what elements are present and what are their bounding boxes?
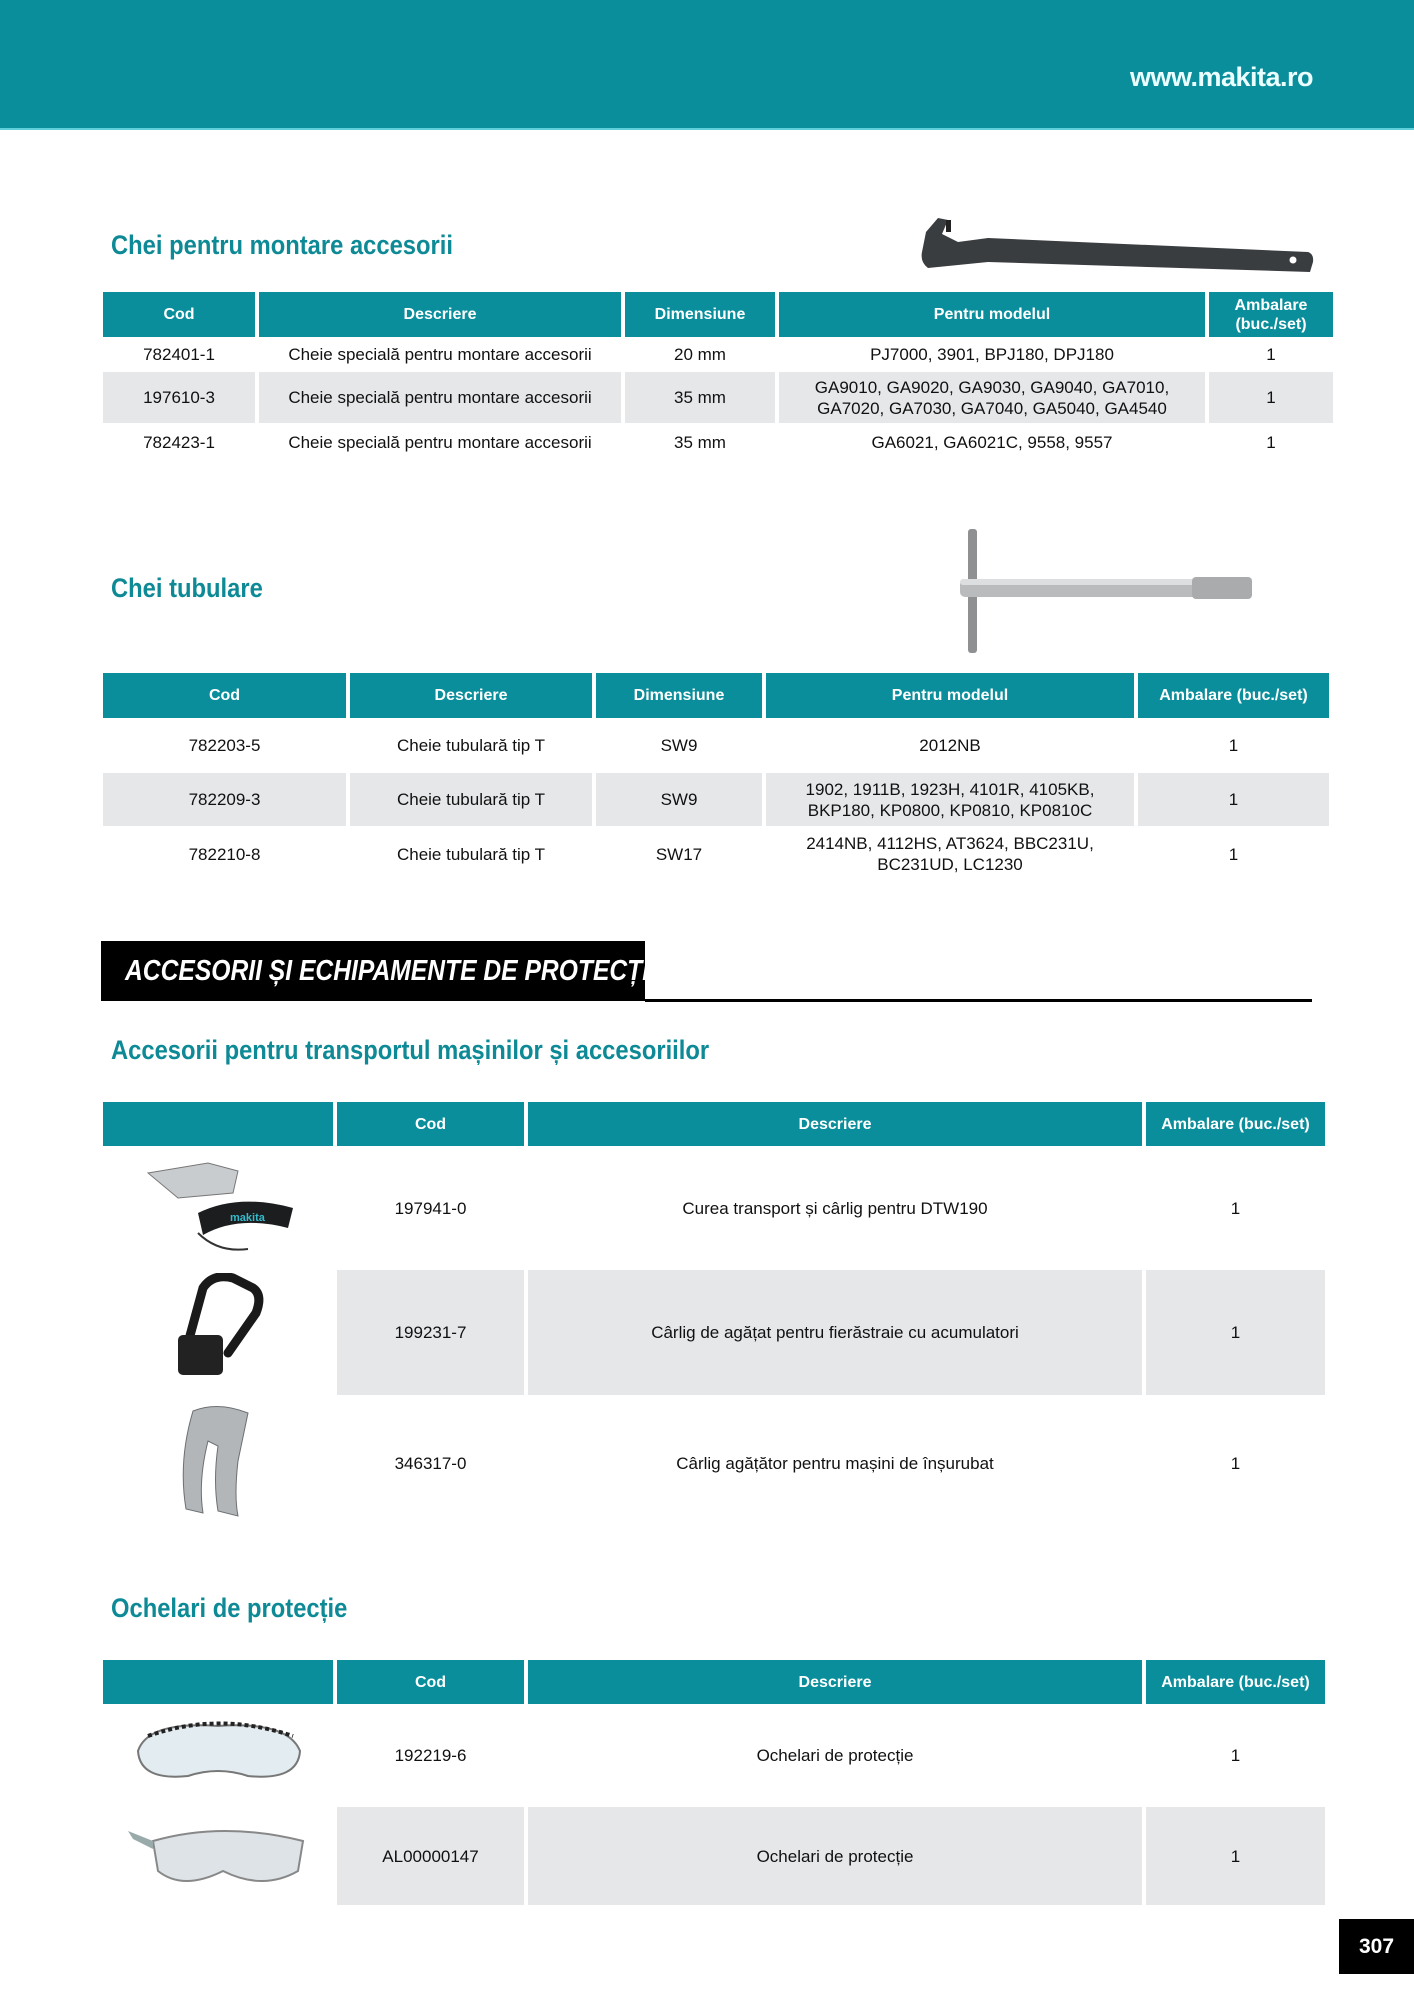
svg-text:makita: makita: [230, 1212, 265, 1224]
section-title-transport-accessories: Accesorii pentru transportul mașinilor și accesoriilor: [111, 1035, 710, 1065]
table-cell: AL00000147: [337, 1807, 524, 1905]
table-cell: 782209-3: [103, 773, 346, 826]
table-cell: Curea transport și cârlig pentru DTW190: [682, 1198, 988, 1218]
table-header-row: [103, 673, 1329, 718]
column-header: Ambalare (buc./set): [1138, 673, 1329, 718]
table-row: [103, 423, 1333, 462]
table-cell: 1: [1266, 433, 1276, 452]
table-cell: 1: [1209, 372, 1333, 423]
table-cell: Ochelari de protecție: [528, 1807, 1142, 1905]
column-header: Cod: [103, 292, 255, 337]
table-cell: Cheie tubulară tip T: [396, 736, 546, 755]
table-cell: 35 mm: [674, 433, 726, 452]
t-socket-wrench-image: [956, 527, 1256, 655]
transport-accessories-table: [99, 1102, 1329, 1531]
table-cell: 1: [1146, 1807, 1325, 1905]
table-cell: Cheie specială pentru montare accesorii: [288, 345, 592, 364]
table-cell: SW9: [596, 773, 762, 826]
column-header: Pentru modelul: [779, 292, 1205, 337]
column-header: Dimensiune: [625, 292, 775, 337]
strap-hook-image: [103, 1146, 333, 1270]
table-row: [103, 1704, 1325, 1807]
table-cell: 782401-1: [143, 345, 215, 364]
table-cell: GA6021, GA6021C, 9558, 9557: [871, 433, 1113, 452]
website-url[interactable]: www.makita.ro: [1129, 62, 1313, 92]
table-cell: 2012NB: [919, 736, 981, 755]
table-cell: Ochelari de protecție: [756, 1746, 914, 1765]
table-row: [103, 1146, 1325, 1270]
mounting-keys-table: [99, 292, 1337, 462]
table-row: [103, 372, 1333, 423]
safety-goggles-image: [103, 1704, 333, 1807]
column-header: Pentru modelul: [766, 673, 1134, 718]
table-cell: 1902, 1911B, 1923H, 4101R, 4105KB, BKP180, KP0800, KP0810, KP0810C: [766, 773, 1134, 826]
socket-wrenches-table: [99, 673, 1333, 882]
table-cell: Cheie tubulară tip T: [350, 773, 592, 826]
table-cell: Cheie specială pentru montare accesorii: [288, 433, 592, 452]
table-cell: GA9010, GA9020, GA9030, GA9040, GA7010, GA7020, GA7030, GA7040, GA5040, GA4540: [779, 372, 1205, 423]
table-cell: 197941-0: [394, 1198, 467, 1218]
saw-hook-image: [103, 1270, 333, 1395]
table-cell: 1: [1230, 1453, 1241, 1473]
table-row: [103, 337, 1333, 372]
table-header-row: [103, 1660, 1325, 1704]
table-cell: 1: [1266, 345, 1276, 364]
table-cell: 2414NB, 4112HS, AT3624, BBC231U, BC231UD, LC1230: [806, 834, 1094, 874]
table-row: [103, 718, 1329, 773]
table-cell: 1: [1228, 736, 1239, 755]
table-cell: 782423-1: [143, 433, 215, 452]
column-header: Ambalare (buc./set): [1209, 292, 1333, 337]
table-row: [103, 773, 1329, 826]
column-header: [103, 1660, 333, 1704]
page-number: 307: [1339, 1919, 1414, 1974]
column-header: Dimensiune: [596, 673, 762, 718]
table-row: [103, 1270, 1325, 1395]
column-header: Cod: [337, 1660, 524, 1704]
table-row: [103, 1807, 1325, 1905]
belt-clip-image: [103, 1395, 333, 1531]
table-cell: 1: [1138, 773, 1329, 826]
table-cell: 1: [1230, 1198, 1241, 1218]
table-row: [103, 826, 1329, 882]
column-header: [103, 1102, 333, 1146]
safety-glasses-image: [103, 1807, 333, 1905]
table-cell: 35 mm: [625, 372, 775, 423]
table-cell: 782210-8: [188, 844, 261, 864]
section-title-socket-wrenches: Chei tubulare: [111, 573, 263, 603]
table-cell: 1: [1228, 844, 1239, 864]
table-cell: SW9: [660, 736, 698, 755]
column-header: Descriere: [350, 673, 592, 718]
column-header: Descriere: [259, 292, 621, 337]
column-header: Cod: [337, 1102, 524, 1146]
table-cell: Cârlig de agățat pentru fierăstraie cu acumulatori: [528, 1270, 1142, 1395]
category-banner: [101, 941, 666, 1001]
table-cell: 192219-6: [394, 1746, 467, 1765]
table-cell: SW17: [655, 844, 703, 864]
table-cell: PJ7000, 3901, BPJ180, DPJ180: [870, 345, 1114, 364]
pin-wrench-image: [918, 212, 1314, 276]
table-cell: 199231-7: [337, 1270, 524, 1395]
table-cell: 1: [1230, 1746, 1241, 1765]
column-header: Descriere: [528, 1660, 1142, 1704]
table-cell: 197610-3: [103, 372, 255, 423]
table-header-row: [103, 292, 1333, 337]
table-cell: 346317-0: [394, 1453, 467, 1473]
table-cell: 1: [1146, 1270, 1325, 1395]
section-title-safety-glasses: Ochelari de protecție: [111, 1593, 348, 1623]
table-cell: Cheie specială pentru montare accesorii: [259, 372, 621, 423]
category-banner-title: ACCESORII ȘI ECHIPAMENTE DE PROTECȚIE: [125, 955, 666, 987]
table-cell: 20 mm: [674, 345, 726, 364]
column-header: Ambalare (buc./set): [1146, 1102, 1325, 1146]
section-title-mounting-keys: Chei pentru montare accesorii: [111, 230, 453, 260]
table-header-row: [103, 1102, 1325, 1146]
column-header: Descriere: [528, 1102, 1142, 1146]
banner-rule: [645, 999, 1312, 1002]
column-header: Ambalare (buc./set): [1146, 1660, 1325, 1704]
table-row: [103, 1395, 1325, 1531]
table-cell: Cârlig agățător pentru mașini de înșurubat: [676, 1453, 994, 1473]
table-cell: 782203-5: [188, 736, 261, 755]
table-cell: Cheie tubulară tip T: [396, 844, 546, 864]
column-header: Cod: [103, 673, 346, 718]
safety-glasses-table: [99, 1660, 1329, 1905]
